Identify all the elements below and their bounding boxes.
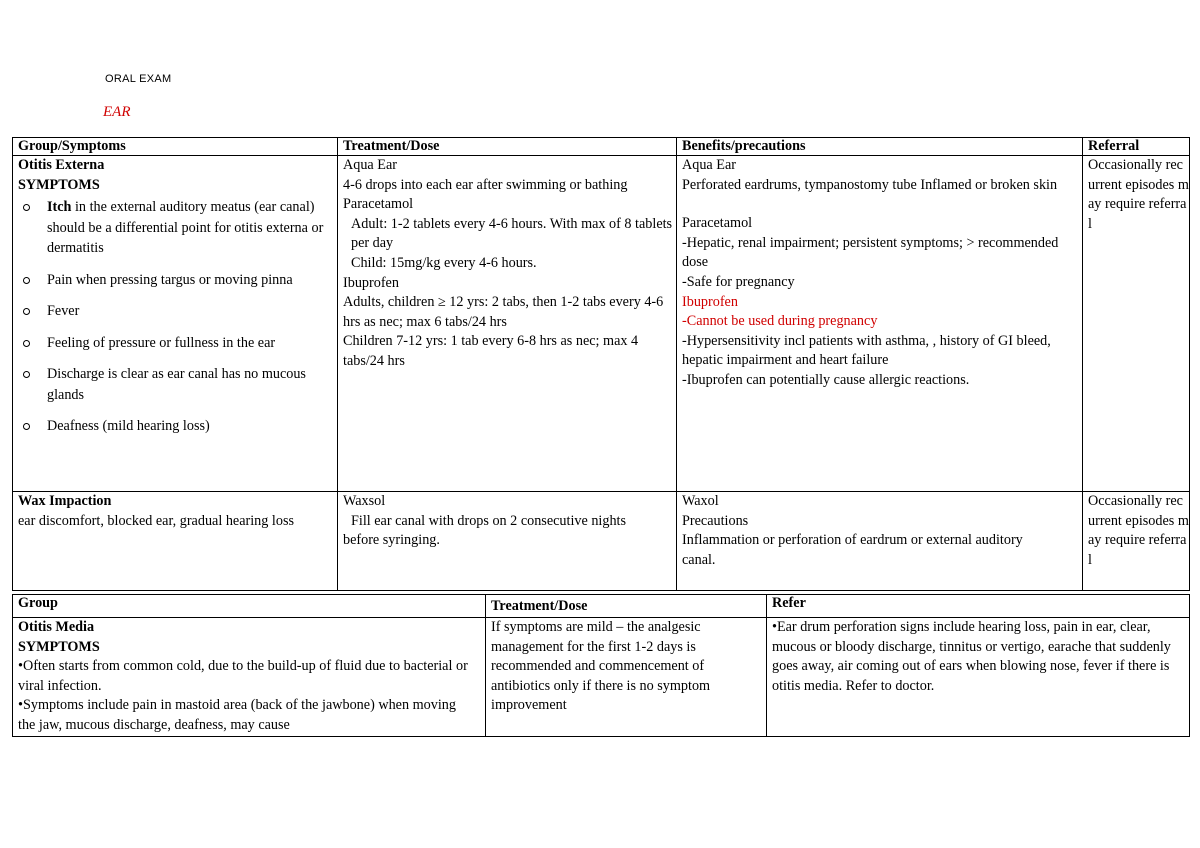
- symptom-text: Pain when pressing targus or moving pinna: [47, 271, 293, 288]
- cell-otitis-externa-group: [13, 156, 338, 492]
- cell-otitis-externa-referral: [1083, 156, 1190, 492]
- group-title: Otitis Externa: [18, 157, 105, 173]
- page-title: EAR: [103, 104, 131, 120]
- document-label: ORAL EXAM: [105, 73, 172, 85]
- drug-name: Ibuprofen: [343, 274, 399, 291]
- symptom-text: Feeling of pressure or fullness in the ear: [47, 334, 276, 351]
- referral-text: Occasionally recurrent episodes may require referral: [1088, 157, 1189, 232]
- dose-text: 4-6 drops into each ear after swimming or bathing: [343, 176, 628, 193]
- list-item: [18, 301, 337, 322]
- list-item: [18, 364, 337, 405]
- dose-text: Child: 15mg/kg every 4-6 hours.: [351, 254, 537, 271]
- list-item: •Often starts from common cold, due to the build-up of fluid due to bacterial or viral infection.: [18, 658, 468, 694]
- dose-text: before syringing.: [343, 532, 440, 549]
- table-header-row: [13, 138, 1190, 156]
- refer-text: •Ear drum perforation signs include hearing loss, pain in ear, clear, mucous or bloody discharge, tinnitus or vertigo, earache that suddenly goes away, air coming out of ears when blowing nose, fever if there is otitis media. Refer to doctor.: [772, 619, 1171, 694]
- list-item: [18, 416, 337, 437]
- dose-text: Adult: 1-2 tablets every 4-6 hours. With max of 8 tablets per day: [351, 215, 673, 252]
- bullet-circle-icon: [23, 277, 30, 284]
- dose-text: Adults, children ≥ 12 yrs: 2 tabs, then 1-2 tabs every 4-6 hrs as nec; max 6 tabs/24 hrs: [343, 294, 664, 330]
- spacer: [682, 195, 1082, 214]
- cell-wax-impaction-referral: [1083, 492, 1190, 591]
- list-item: •Symptoms include pain in mastoid area (back of the jawbone) when moving the jaw, mucous discharge, deafness, may cause: [18, 697, 456, 733]
- column-header-group: Group/Symptoms: [13, 138, 338, 156]
- drug-name: Paracetamol: [682, 215, 753, 232]
- bullet-circle-icon: [23, 308, 30, 315]
- table-row-wax-impaction: [13, 492, 1190, 591]
- table-row-otitis-externa: [13, 156, 1190, 492]
- bullet-circle-icon: [23, 371, 30, 378]
- symptom-text: Fever: [47, 303, 80, 320]
- column-header-treatment: Treatment/Dose: [338, 138, 677, 156]
- cell-wax-impaction-treatment: [338, 492, 677, 591]
- symptoms-label: SYMPTOMS: [18, 638, 100, 655]
- cell-otitis-media-group: [13, 618, 486, 737]
- table-row-otitis-media: [13, 618, 1190, 737]
- precaution-text: -Safe for pregnancy: [682, 273, 795, 290]
- precaution-text: Perforated eardrums, tympanostomy tube Inflamed or broken skin: [682, 176, 1058, 193]
- cell-otitis-media-refer: [767, 618, 1190, 737]
- column-header-referral: Referral: [1083, 138, 1190, 156]
- precaution-text: -Ibuprofen can potentially cause allergic reactions.: [682, 371, 970, 388]
- bullet-circle-icon: [23, 423, 30, 430]
- column-header-group: Group: [13, 595, 486, 618]
- symptom-text: in the external auditory meatus (ear canal) should be a differential point for otitis externa or dermatitis: [47, 199, 324, 257]
- cell-wax-impaction-group: [13, 492, 338, 591]
- drug-name: Ibuprofen: [682, 293, 738, 310]
- symptom-text: Deafness (mild hearing loss): [47, 418, 210, 435]
- symptom-text: ear discomfort, blocked ear, gradual hearing loss: [18, 512, 294, 529]
- precaution-text: -Cannot be used during pregnancy: [682, 313, 878, 330]
- referral-text: Occasionally recurrent episodes may require referral: [1088, 493, 1189, 568]
- list-item: [18, 333, 337, 354]
- symptom-text: Discharge is clear as ear canal has no mucous glands: [47, 366, 306, 403]
- drug-name: Aqua Ear: [682, 157, 736, 173]
- list-item: [18, 270, 337, 291]
- precaution-text: Inflammation or perforation of eardrum or external auditory canal.: [682, 532, 1023, 568]
- bullet-circle-icon: [23, 340, 30, 347]
- list-item: [18, 197, 337, 259]
- treatment-table-1: [12, 137, 1190, 591]
- precaution-text: -Hypersensitivity incl patients with asthma, , history of GI bleed, hepatic impairment and heart failure: [682, 332, 1051, 369]
- symptom-keyword: Itch: [47, 199, 72, 216]
- dose-text: Fill ear canal with drops on 2 consecutive nights: [351, 512, 627, 529]
- drug-name: Aqua Ear: [343, 157, 397, 173]
- treatment-text: If symptoms are mild – the analgesic management for the first 1-2 days is recommended and commencement of antibiotics only if there is no symptom improvement: [491, 619, 711, 714]
- treatment-table-2: [12, 594, 1190, 737]
- symptom-list: [18, 197, 337, 437]
- column-header-treatment: Treatment/Dose: [486, 595, 767, 618]
- bullet-circle-icon: [23, 204, 30, 211]
- group-title: Otitis Media: [18, 619, 95, 635]
- precaution-label: Precautions: [682, 512, 749, 529]
- table-header-row: [13, 595, 1190, 618]
- symptoms-label: SYMPTOMS: [18, 176, 100, 193]
- group-title: Wax Impaction: [18, 493, 112, 509]
- drug-name: Paracetamol: [343, 196, 414, 213]
- drug-name: Waxol: [682, 493, 719, 509]
- column-header-benefits: Benefits/precautions: [677, 138, 1083, 156]
- column-header-refer: Refer: [767, 595, 1190, 618]
- cell-otitis-externa-benefits: [677, 156, 1083, 492]
- cell-otitis-media-treatment: [486, 618, 767, 737]
- cell-wax-impaction-benefits: [677, 492, 1083, 591]
- dose-text: Children 7-12 yrs: 1 tab every 6-8 hrs as nec; max 4 tabs/24 hrs: [343, 333, 639, 369]
- drug-name: Waxsol: [343, 493, 386, 509]
- precaution-text: -Hepatic, renal impairment; persistent symptoms; > recommended dose: [682, 234, 1059, 271]
- cell-otitis-externa-treatment: [338, 156, 677, 492]
